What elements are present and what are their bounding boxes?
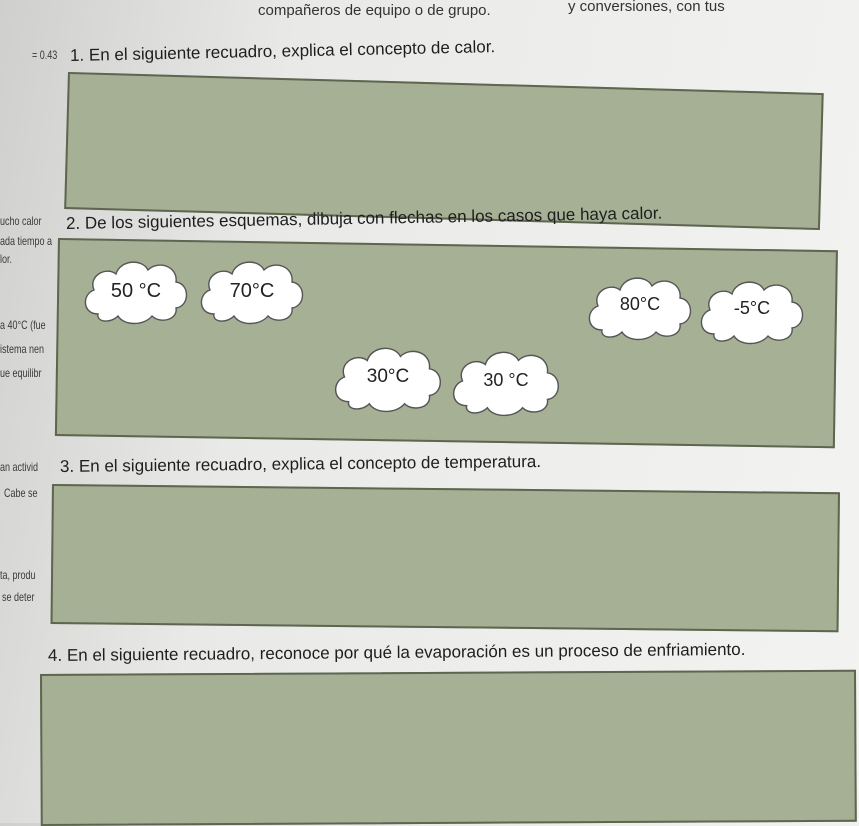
header-left-text: compañeros de equipo o de grupo.: [258, 2, 491, 19]
answer-box-3[interactable]: [51, 484, 840, 632]
cloud-50c: [80, 254, 192, 326]
cloud-30c-right-label: 30 °C: [483, 370, 529, 390]
cloud-50c-label: 50 °C: [110, 280, 162, 302]
cloud-30c-left-label: 30°C: [366, 366, 410, 387]
answer-box-1[interactable]: [64, 72, 824, 230]
header-right-text: y conversiones, con tus: [568, 0, 725, 15]
question-1: 1. En el siguiente recuadro, explica el concepto de calor.: [69, 37, 496, 65]
margin-fragment: a 40°C (fue: [0, 318, 46, 332]
margin-fragment: istema nen: [0, 342, 45, 356]
question-2: 2. De los siguientes esquemas, dibuja con flechas en los casos que haya calor.: [65, 203, 663, 233]
margin-fragment: ta, produ: [0, 568, 36, 582]
question-4: 4. En el siguiente recuadro, reconoce por qué la evaporación es un proceso de enfriamiento.: [47, 639, 746, 665]
margin-fragment: ucho calor: [0, 214, 42, 228]
cloud-30c-left: [330, 340, 446, 414]
question-3: 3. En el siguiente recuadro, explica el concepto de temperatura.: [59, 451, 542, 476]
cloud-30c-right: [448, 344, 564, 418]
cloud-70c-label: 70°C: [229, 280, 275, 302]
margin-fragment: ue equilibr: [0, 366, 42, 380]
margin-fragment: ada tiempo a: [0, 234, 53, 248]
margin-fragment: = 0.43: [32, 48, 58, 62]
margin-fragment: Cabe se: [4, 486, 38, 500]
cloud-minus5c: [696, 274, 808, 346]
cloud-80c: [584, 270, 696, 342]
cloud-70c: [196, 254, 308, 326]
margin-fragment: lor.: [0, 252, 13, 266]
margin-fragment: an activid: [0, 460, 39, 474]
answer-box-4[interactable]: [40, 670, 857, 826]
cloud-80c-label: 80°C: [619, 294, 661, 314]
margin-fragment: se deter: [2, 590, 35, 604]
cloud-minus5c-label: -5°C: [733, 298, 771, 318]
